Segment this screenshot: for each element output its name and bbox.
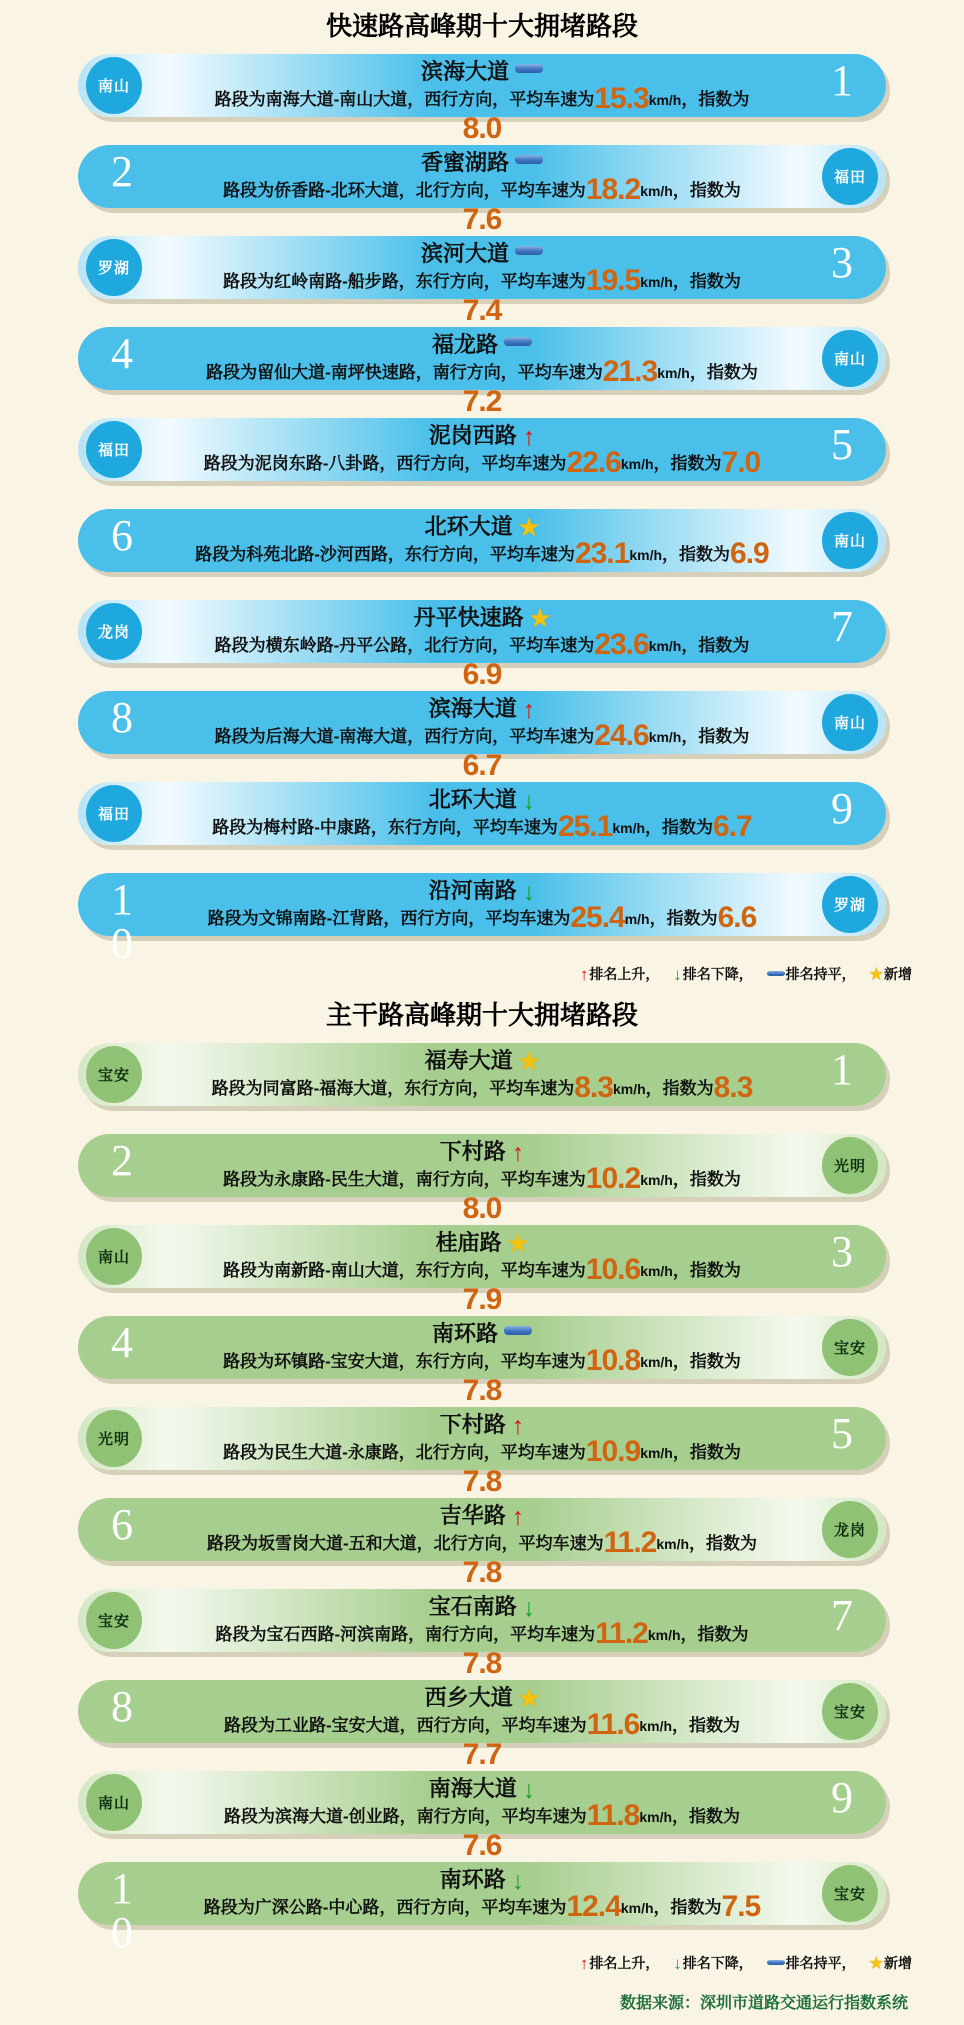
road-title-line [173,691,791,722]
segment-text: 路段为坂雪岗大道-五和大道，北行方向，平均车速为 [206,1534,604,1553]
road-name: 北环大道 [424,514,513,539]
segment-detail [173,355,791,388]
row-content [173,782,791,843]
legend-dash-icon [767,971,785,976]
rank-number: 7 [831,602,853,651]
congestion-index-value: 7.7 [462,1738,502,1771]
section-title: 主干路高峰期十大拥堵路段 [325,1000,638,1030]
road-title-line [173,873,791,904]
road-name: 下村路 [439,1412,506,1437]
congestion-row [78,1680,886,1771]
row-content [173,145,791,206]
segment-detail [173,1344,791,1377]
road-title-line [173,600,791,631]
segment-detail [173,1435,791,1468]
segment-text: 路段为滨海大道-创业路，南行方向，平均车速为 [223,1807,587,1826]
congestion-row [78,327,886,418]
legend-dash-icon [767,1960,785,1965]
congestion-index-value: 7.8 [462,1556,502,1589]
congestion-index-value: 7.4 [462,294,502,327]
rank-dash-icon [515,246,543,255]
congestion-row [78,1498,886,1589]
rank-down-icon: ↓ [522,878,536,906]
row-content [173,327,791,388]
speed-unit: m/h [624,911,650,927]
road-title-line [173,1225,791,1256]
avg-speed-value: 11.6 [586,1708,640,1741]
legend-up-icon: ↑ [579,965,589,984]
index-label: ，指数为 [681,636,750,655]
road-name: 福寿大道 [424,1048,513,1073]
index-label: ，指数为 [689,363,758,382]
road-title-line [173,1589,791,1620]
road-name: 丹平快速路 [413,605,524,630]
road-title-line [173,1498,791,1529]
speed-unit: km/h [640,1172,673,1188]
congestion-index-value: 8.3 [713,1071,753,1104]
rank-number: 3 [831,1227,853,1276]
expressway-rows [0,54,964,968]
district-badge: 南山 [86,57,142,114]
legend-label: 新增 [884,966,912,982]
rank-number: 8 [111,1682,133,1731]
rank-number: 9 [831,784,853,833]
legend-item [663,966,753,982]
congestion-row [78,873,886,968]
segment-detail [173,446,791,479]
district-badge: 南山 [86,1774,142,1831]
rank-number: 3 [831,238,853,287]
congestion-index-value: 7.2 [462,385,502,418]
speed-unit: km/h [620,456,654,472]
index-label: ，指数为 [662,545,731,564]
rank-dash-icon [515,155,543,164]
avg-speed-value: 8.3 [574,1071,613,1104]
congestion-row [78,1862,886,1957]
legend-item [860,1955,912,1971]
rank-down-icon: ↓ [522,1776,536,1804]
avg-speed-value: 23.1 [574,537,630,570]
arterial-rows [0,1043,964,1957]
road-title-line [173,418,791,449]
district-badge: 龙岗 [86,603,142,660]
congestion-index-value: 7.8 [462,1374,502,1407]
segment-text: 路段为永康路-民生大道，南行方向，平均车速为 [223,1170,586,1189]
speed-unit: km/h [639,1809,673,1825]
legend-item [757,966,856,982]
legend-item [860,966,912,982]
congestion-index-value: 6.6 [717,901,757,934]
index-label: ，指数为 [672,1807,741,1826]
row-content [173,236,791,297]
segment-detail [173,628,791,661]
congestion-row [78,145,886,236]
district-badge: 罗湖 [822,876,878,933]
district-badge: 南山 [822,512,878,569]
road-title-line [173,54,791,85]
segment-text: 路段为横东岭路-丹平公路，北行方向，平均车速为 [214,636,595,655]
rank-number: 4 [111,1318,133,1367]
rank-number: 6 [111,511,133,560]
congestion-index-value: 7.5 [721,1890,761,1923]
index-label: ，指数为 [653,1898,722,1917]
avg-speed-value: 12.4 [566,1890,621,1923]
legend-down-icon: ↓ [673,1954,682,1973]
row-content [173,54,791,115]
legend-label: 排名上升， [589,1955,660,1971]
rank-star-icon: ★ [518,514,540,540]
road-name: 北环大道 [428,787,517,812]
district-badge: 宝安 [86,1046,142,1103]
congestion-row [78,54,886,145]
congestion-row [78,691,886,782]
segment-text: 路段为民生大道-永康路，北行方向，平均车速为 [223,1443,586,1462]
congestion-row [78,1589,886,1680]
index-label: ，指数为 [672,272,741,291]
segment-text: 路段为梅村路-中康路，东行方向，平均车速为 [212,818,558,837]
rank-number: 5 [831,1409,853,1458]
speed-unit: km/h [640,183,673,199]
speed-unit: km/h [639,1718,673,1734]
rank-number: 1 [831,56,853,105]
rank-number: 1 [831,1045,853,1094]
road-name: 吉华路 [439,1503,506,1528]
avg-speed-value: 22.6 [566,446,621,479]
row-content [173,509,791,570]
legend-item [663,1955,753,1971]
speed-unit: km/h [629,547,663,563]
row-content [173,1589,791,1650]
row-content [173,1043,791,1104]
road-title-line [173,1043,791,1074]
row-content [173,691,791,752]
avg-speed-value: 23.6 [594,628,649,661]
rank-up-icon: ↑ [522,423,536,451]
road-name: 滨海大道 [428,696,517,721]
segment-text: 路段为环镇路-宝安大道，东行方向，平均车速为 [223,1352,586,1371]
congestion-index-value: 7.9 [462,1283,502,1316]
congestion-row [78,418,886,481]
legend-item [570,966,660,982]
congestion-index-value: 6.7 [713,810,752,843]
congestion-index-value: 8.0 [462,112,502,145]
index-label: ，指数为 [672,1443,741,1462]
rank-number: 7 [831,1591,853,1640]
segment-detail [173,1071,791,1104]
congestion-row [78,1134,886,1225]
segment-detail [173,810,791,843]
legend-item [570,1955,660,1971]
row-content [173,418,791,479]
road-name: 南海大道 [428,1776,517,1801]
congestion-index-value: 7.6 [462,1829,502,1862]
rank-down-icon: ↓ [522,787,536,815]
index-label: ，指数为 [689,1534,758,1553]
segment-text: 路段为南新路-南山大道，东行方向，平均车速为 [223,1261,586,1280]
road-name: 福龙路 [431,332,498,357]
segment-detail [173,901,791,934]
rank-star-icon: ★ [529,605,551,631]
avg-speed-value: 19.5 [585,264,641,297]
speed-unit: km/h [612,1081,646,1097]
avg-speed-value: 10.8 [585,1344,641,1377]
segment-text: 路段为文锦南路-江背路，西行方向，平均车速为 [207,909,571,928]
road-name: 宝石南路 [428,1594,517,1619]
rank-dash-icon [504,1326,532,1335]
segment-detail [173,1162,791,1195]
segment-detail [173,1253,791,1286]
avg-speed-value: 24.6 [594,719,649,752]
avg-speed-value: 25.4 [570,901,625,934]
district-badge: 福田 [822,148,878,205]
speed-unit: km/h [640,1263,673,1279]
segment-text: 路段为宝石西路-河滨南路，南行方向，平均车速为 [215,1625,596,1644]
district-badge: 罗湖 [86,239,142,296]
road-title-line [173,236,791,267]
legend-item [757,1955,856,1971]
speed-unit: km/h [657,365,690,381]
avg-speed-value: 21.3 [602,355,658,388]
index-label: ，指数为 [653,454,722,473]
avg-speed-value: 10.9 [585,1435,641,1468]
rank-up-icon: ↑ [522,696,536,724]
segment-text: 路段为后海大道-南海大道，西行方向，平均车速为 [214,727,595,746]
row-content [173,600,791,661]
congestion-index-value: 6.7 [462,749,502,782]
road-title-line [173,1316,791,1347]
row-content [173,1498,791,1559]
legend-label: 排名下降， [682,1955,753,1971]
speed-unit: km/h [648,729,682,745]
congestion-row [78,600,886,691]
rank-star-icon: ★ [507,1230,529,1256]
road-name: 下村路 [439,1139,506,1164]
district-badge: 宝安 [822,1319,878,1376]
district-badge: 福田 [86,785,142,842]
congestion-index-value: 7.8 [462,1465,502,1498]
row-content [173,1680,791,1741]
congestion-row [78,509,886,572]
index-label: ，指数为 [645,1079,714,1098]
rank-number: 10 [111,875,133,968]
speed-unit: km/h [648,92,682,108]
speed-unit: km/h [640,1445,673,1461]
row-content [173,1134,791,1195]
road-title-line [173,1862,791,1893]
road-name: 滨海大道 [420,59,509,84]
legend-label: 排名持平， [785,966,856,982]
congestion-index-value: 6.9 [462,658,502,691]
road-name: 滨河大道 [420,241,509,266]
rank-number: 2 [111,147,133,196]
congestion-index-value: 8.0 [462,1192,502,1225]
rank-number: 9 [831,1773,853,1822]
congestion-index-value: 7.6 [462,203,502,236]
row-content [173,1771,791,1832]
road-name: 西乡大道 [424,1685,513,1710]
segment-detail [173,1708,791,1741]
segment-detail [173,264,791,297]
rank-number: 10 [111,1864,133,1957]
legend-label: 排名下降， [682,966,753,982]
segment-detail [173,82,791,115]
rank-star-icon: ★ [518,1048,540,1074]
road-name: 南环路 [439,1867,506,1892]
row-content [173,1225,791,1286]
avg-speed-value: 11.2 [595,1617,648,1650]
segment-detail [173,1617,791,1650]
speed-unit: km/h [640,274,673,290]
speed-unit: km/h [647,1627,681,1643]
index-label: ，指数为 [681,90,750,109]
avg-speed-value: 10.2 [585,1162,641,1195]
rank-up-icon: ↑ [511,1503,525,1531]
road-name: 南环路 [431,1321,498,1346]
congestion-index-value: 6.9 [730,537,769,570]
district-badge: 福田 [86,421,142,478]
avg-speed-value: 25.1 [557,810,613,843]
rank-number: 4 [111,329,133,378]
rank-up-icon: ↑ [511,1139,525,1167]
speed-unit: km/h [656,1536,690,1552]
road-title-line [173,1407,791,1438]
rank-down-icon: ↓ [522,1594,536,1622]
rank-number: 2 [111,1136,133,1185]
segment-detail [173,1526,791,1559]
data-source: 数据来源：深圳市道路交通运行指数系统 [619,1995,908,2012]
district-badge: 宝安 [86,1592,142,1649]
congestion-row [78,236,886,327]
rank-number: 8 [111,693,133,742]
rank-number: 6 [111,1500,133,1549]
road-title-line [173,509,791,540]
segment-text: 路段为泥岗东路-八卦路，西行方向，平均车速为 [203,454,567,473]
avg-speed-value: 10.6 [585,1253,641,1286]
road-title-line [173,327,791,358]
district-badge: 光明 [822,1137,878,1194]
district-badge: 南山 [822,694,878,751]
segment-detail [173,1799,791,1832]
speed-unit: km/h [620,1900,654,1916]
legend-up-icon: ↑ [579,1954,589,1973]
index-label: ，指数为 [649,909,718,928]
legend-down-icon: ↓ [673,965,682,984]
segment-text: 路段为广深公路-中心路，西行方向，平均车速为 [203,1898,567,1917]
avg-speed-value: 18.2 [585,173,641,206]
congestion-row [78,1771,886,1862]
segment-text: 路段为同富路-福海大道，东行方向，平均车速为 [211,1079,575,1098]
rank-number: 5 [831,420,853,469]
congestion-row [78,1225,886,1316]
avg-speed-value: 15.3 [594,82,649,115]
index-label: ，指数为 [681,727,750,746]
index-label: ，指数为 [672,1352,741,1371]
road-name: 桂庙路 [435,1230,502,1255]
road-title-line [173,145,791,176]
legend-star-icon: ★ [869,966,883,983]
rank-down-icon: ↓ [511,1867,525,1895]
rank-up-icon: ↑ [511,1412,525,1440]
row-content [173,1316,791,1377]
congestion-index-value: 7.0 [721,446,761,479]
congestion-row [78,1043,886,1106]
legend [0,1953,964,1974]
rank-dash-icon [504,337,532,346]
index-label: ，指数为 [680,1625,749,1644]
road-title-line [173,1771,791,1802]
road-name: 泥岗西路 [428,423,517,448]
row-content [173,873,791,934]
segment-detail [173,719,791,752]
index-label: ，指数为 [645,818,714,837]
section-expressway [0,10,964,985]
road-name: 沿河南路 [428,878,517,903]
section-title: 快速路高峰期十大拥堵路段 [325,11,638,41]
segment-text: 路段为红岭南路-船步路，东行方向，平均车速为 [223,272,586,291]
segment-detail [173,173,791,206]
speed-unit: km/h [612,820,646,836]
index-label: ，指数为 [672,1716,741,1735]
district-badge: 光明 [86,1410,142,1467]
district-badge: 龙岗 [822,1501,878,1558]
congestion-row [78,1316,886,1407]
legend-label: 排名持平， [785,1955,856,1971]
rank-star-icon: ★ [518,1685,540,1711]
legend-label: 排名上升， [589,966,660,982]
section-arterial [0,999,964,1974]
district-badge: 宝安 [822,1683,878,1740]
index-label: ，指数为 [672,1261,741,1280]
segment-text: 路段为侨香路-北环大道，北行方向，平均车速为 [223,181,586,200]
segment-text: 路段为南海大道-南山大道，西行方向，平均车速为 [214,90,595,109]
avg-speed-value: 11.2 [603,1526,657,1559]
index-label: ，指数为 [672,181,741,200]
rank-dash-icon [515,64,543,73]
road-title-line [173,1680,791,1711]
row-content [173,1407,791,1468]
congestion-row [78,782,886,845]
segment-text: 路段为留仙大道-南坪快速路，南行方向，平均车速为 [206,363,603,382]
avg-speed-value: 11.8 [586,1799,640,1832]
segment-detail [173,537,791,570]
index-label: ，指数为 [672,1170,741,1189]
legend-star-icon: ★ [869,1955,883,1972]
district-badge: 南山 [822,330,878,387]
congestion-index-value: 7.8 [462,1647,502,1680]
congestion-row [78,1407,886,1498]
legend-label: 新增 [884,1955,912,1971]
road-title-line [173,782,791,813]
district-badge: 宝安 [822,1865,878,1922]
road-name: 香蜜湖路 [420,150,509,175]
segment-detail [173,1890,791,1923]
segment-text: 路段为工业路-宝安大道，西行方向，平均车速为 [223,1716,587,1735]
district-badge: 南山 [86,1228,142,1285]
road-title-line [173,1134,791,1165]
segment-text: 路段为科苑北路-沙河西路，东行方向，平均车速为 [195,545,575,564]
speed-unit: km/h [648,638,682,654]
speed-unit: km/h [640,1354,673,1370]
legend [0,964,964,985]
row-content [173,1862,791,1923]
